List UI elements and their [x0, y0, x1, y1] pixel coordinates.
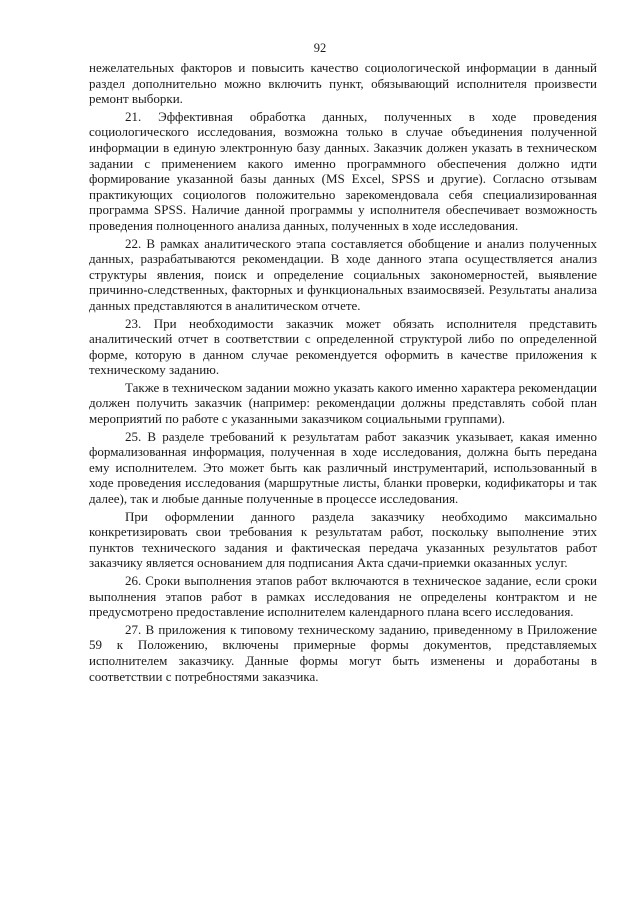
- paragraph-item-23: 23. При необходимости заказчик может обязать исполнителя представить аналитический отчет в соответствии с определенной структурой либо по определенной форме, которую в данном случае рекомендуется оформить в качестве приложения к техническому заданию.: [89, 315, 597, 378]
- paragraph-item-26: 26. Сроки выполнения этапов работ включаются в техническое задание, если сроки выполнения этапов работ в рамках исследования не определены контрактом и не предусмотрено предоставление исполнителем календарного плана всего исследования.: [89, 573, 597, 620]
- paragraph-item-25: 25. В разделе требований к результатам работ заказчик указывает, какая именно формализованная информация, полученная в ходе исследования, должна быть передана ему исполнителем. Это может быть как различный инструментарий, использованный в ходе проведения исследования (маршрутные листы, бланки проверки, кодификаторы и так далее), так и любые данные полученные в процессе исследования.: [89, 428, 597, 507]
- page-body: [89, 60, 597, 686]
- paragraph-item-21: 21. Эффективная обработка данных, полученных в ходе проведения социологического исследования, возможна только в случае объединения полученной информации в единую электронную базу данных. Заказчик должен указать в техническом задании с применением какого именно программного обеспечения должно идти формирование указанной базы данных (MS Excel, SPSS и другие). Согласно отзывам практикующих социологов положительно зарекомендовала себя специализированная программа SPSS. Наличие данной программы у исполнителя обеспечивает возможность проведения полноценного анализа данных, полученных в ходе исследования.: [89, 108, 597, 233]
- paragraph-requirements: При оформлении данного раздела заказчику необходимо максимально конкретизировать свои требования к результатам работ, поскольку выполнение этих пунктов технического задания и фактическая передача указанных результатов работ заказчику является основанием для подписания Акта сдачи-приемки оказанных услуг.: [89, 508, 597, 571]
- paragraph-item-27: 27. В приложения к типовому техническому заданию, приведенному в Приложение 59 к Положению, включены примерные формы документов, представляемых исполнителем заказчику. Данные формы могут быть изменены и доработаны в соответствии с потребностями заказчика.: [89, 621, 597, 684]
- paragraph-recommendations: Также в техническом задании можно указать какого именно характера рекомендации должен получить заказчик (например: рекомендации должны представлять собой план мероприятий по работе с указанными заказчиком социальными группами).: [89, 379, 597, 427]
- paragraph-item-22: 22. В рамках аналитического этапа составляется обобщение и анализ полученных данных, разрабатываются рекомендации. В ходе данного этапа осуществляется анализ структуры явления, поиск и определение социальных закономерностей, выявление причинно-следственных, факторных и функциональных взаимосвязей. Результаты анализа данных представляются в аналитическом отчете.: [89, 235, 597, 313]
- paragraph-continuation: нежелательных факторов и повысить качество социологической информации в данный раздел дополнительно можно включить пункт, обязывающий исполнителя произвести ремонт выборки.: [89, 60, 597, 107]
- page-number: 92: [313, 41, 327, 55]
